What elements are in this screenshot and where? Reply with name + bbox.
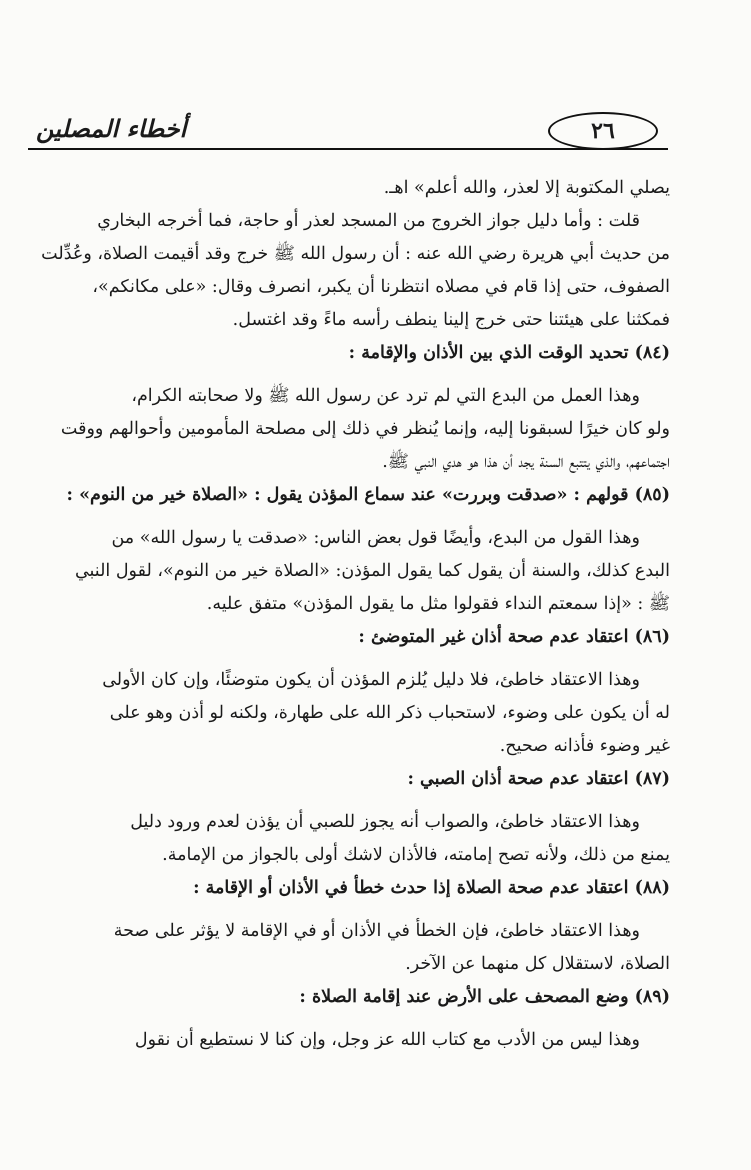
text-line: غير وضوء فأذانه صحيح.: [499, 736, 670, 756]
paragraph-gap: [38, 512, 670, 522]
text-line: يصلي المكتوبة إلا لعذر، والله أعلم» اهـ.: [383, 178, 670, 198]
text-line: وهذا القول من البدع، وأيضًا قول بعض الناس: «صدقت يا رسول الله» من: [111, 528, 640, 548]
text-line: فمكثنا على هيئتنا حتى خرج إلينا ينطف رأسه ماءً وقد اغتسل.: [232, 310, 670, 330]
text-line: قلت : وأما دليل جواز الخروج من المسجد لعذر أو حاجة، فما أخرجه البخاري: [97, 211, 640, 231]
section-heading: (٨٩) وضع المصحف على الأرض عند إقامة الصلاة :: [299, 987, 670, 1007]
text-line: وهذا الاعتقاد خاطئ، فلا دليل يُلزم المؤذن أن يكون متوضئًا، وإن كان الأولى: [102, 670, 640, 690]
header-rule: [28, 148, 668, 150]
paragraph-gap: [38, 370, 670, 380]
text-line: اجتماعهم، والذي يتتبع السنة يجد أن هذا هو هدي النبي ﷺ.: [382, 452, 670, 472]
paragraph-gap: [38, 1014, 670, 1024]
page-header: [28, 112, 668, 160]
section-heading: (٨٤) تحديد الوقت الذي بين الأذان والإقامة :: [348, 343, 670, 363]
section-heading: (٨٨) اعتقاد عدم صحة الصلاة إذا حدث خطأ في الأذان أو الإقامة :: [193, 878, 670, 898]
text-line: وهذا العمل من البدع التي لم ترد عن رسول الله ﷺ ولا صحابته الكرام،: [131, 386, 640, 406]
text-line: الصلاة، لاستقلال كل منهما عن الآخر.: [405, 954, 670, 974]
paragraph-gap: [38, 796, 670, 806]
section-heading: (٨٦) اعتقاد عدم صحة أذان غير المتوضئ :: [358, 627, 670, 647]
paragraph-gap: [38, 905, 670, 915]
text-line: البدع كذلك، والسنة أن يقول كما يقول المؤذن: «الصلاة خير من النوم»، لقول النبي: [74, 561, 670, 581]
text-line: له أن يكون على وضوء، لاستحباب ذكر الله على طهارة، ولكنه لو أذن وهو على: [109, 703, 670, 723]
text-line: وهذا الاعتقاد خاطئ، فإن الخطأ في الأذان أو في الإقامة لا يؤثر على صحة: [113, 921, 640, 941]
page-body: [38, 172, 670, 1057]
page-number: ٢٦: [548, 112, 658, 150]
book-title: أخطاء المصلين: [36, 114, 187, 143]
text-line: يمنع من ذلك، ولأنه تصح إمامته، فالأذان لاشك أولى بالجواز من الإمامة.: [162, 845, 670, 865]
text-line: ولو كان خيرًا لسبقونا إليه، وإنما يُنظر في ذلك إلى مصلحة المأمومين وأحوالهم ووقت: [60, 419, 670, 439]
text-line: وهذا ليس من الأدب مع كتاب الله عز وجل، وإن كنا لا نستطيع أن نقول: [134, 1030, 640, 1050]
paragraph-gap: [38, 654, 670, 664]
text-line: وهذا الاعتقاد خاطئ، والصواب أنه يجوز للصبي أن يؤذن لعدم ورود دليل: [130, 812, 640, 832]
section-heading: (٨٧) اعتقاد عدم صحة أذان الصبي :: [407, 769, 670, 789]
text-line: من حديث أبي هريرة رضي الله عنه : أن رسول الله ﷺ خرج وقد أقيمت الصلاة، وعُدِّلت: [41, 244, 670, 264]
text-line: الصفوف، حتى إذا قام في مصلاه انتظرنا أن يكبر، انصرف وقال: «على مكانكم»،: [92, 277, 670, 297]
text-line: ﷺ : «إذا سمعتم النداء فقولوا مثل ما يقول المؤذن» متفق عليه.: [206, 594, 670, 614]
section-heading: (٨٥) قولهم : «صدقت وبررت» عند سماع المؤذن يقول : «الصلاة خير من النوم» :: [66, 485, 670, 505]
